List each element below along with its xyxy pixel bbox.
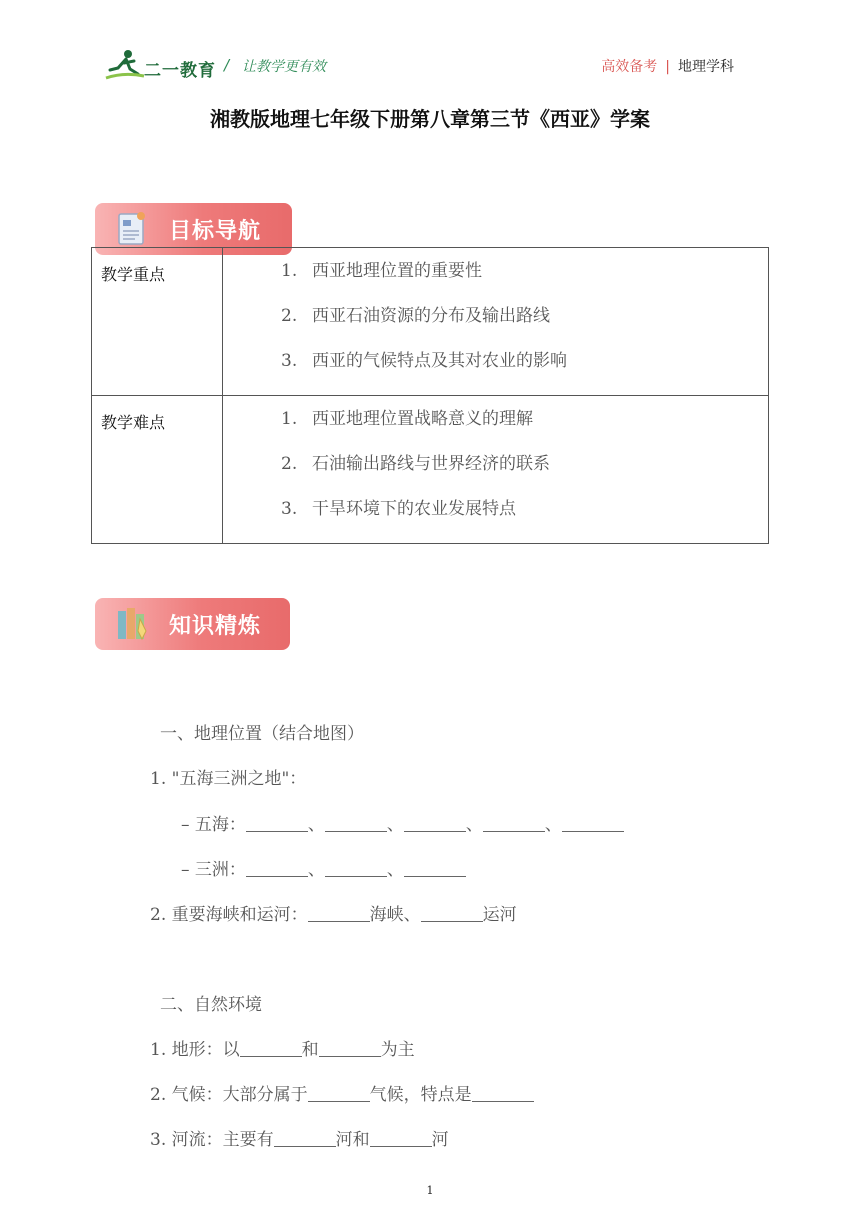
seas-label: – 五海： bbox=[181, 815, 246, 835]
item-text: 石油输出路线与世界经济的联系 bbox=[312, 454, 550, 474]
item-number: 1. bbox=[281, 261, 298, 281]
page-number: 1 bbox=[426, 1184, 434, 1197]
blank-field[interactable] bbox=[370, 1145, 432, 1147]
row-head-label: 教学重点 bbox=[101, 265, 166, 284]
item-number: 3. bbox=[281, 351, 298, 371]
item-text: 西亚的气候特点及其对农业的影响 bbox=[312, 351, 567, 371]
separator: 、 bbox=[307, 860, 325, 880]
blank-field[interactable] bbox=[421, 920, 483, 922]
terrain-mid: 和 bbox=[301, 1040, 319, 1060]
part1-heading: 一、地理位置（结合地图） bbox=[160, 724, 364, 744]
table-row-difficulties bbox=[92, 396, 769, 544]
list-item bbox=[223, 350, 768, 395]
row-head-cell bbox=[92, 248, 223, 396]
blank-field[interactable] bbox=[246, 875, 308, 877]
brand-slogan: 让教学更有效 bbox=[242, 59, 326, 75]
rivers-mid: 河和 bbox=[335, 1130, 370, 1150]
part2-heading: 二、自然环境 bbox=[160, 995, 262, 1015]
row-head-cell bbox=[92, 396, 223, 544]
blank-field[interactable] bbox=[308, 1100, 370, 1102]
list-item bbox=[223, 260, 768, 305]
blank-field[interactable] bbox=[308, 920, 370, 922]
terrain-line bbox=[150, 1035, 415, 1060]
straits-line bbox=[150, 900, 517, 925]
separator: 、 bbox=[307, 815, 325, 835]
blank-field[interactable] bbox=[246, 830, 308, 832]
row-body-cell bbox=[223, 396, 769, 544]
row-head-label: 教学难点 bbox=[101, 413, 166, 432]
list-item bbox=[223, 498, 768, 543]
item-number: 1. bbox=[281, 409, 298, 429]
separator: 、 bbox=[465, 815, 483, 835]
blank-field[interactable] bbox=[562, 830, 624, 832]
terrain-prefix: 1. 地形：以 bbox=[150, 1040, 240, 1060]
item-text: 西亚地理位置的重要性 bbox=[312, 261, 482, 281]
books-icon bbox=[115, 605, 149, 643]
list-item bbox=[223, 305, 768, 350]
blank-field[interactable] bbox=[483, 830, 545, 832]
item-text: 西亚地理位置战略意义的理解 bbox=[312, 409, 533, 429]
header-tag: 高效备考 bbox=[601, 59, 658, 75]
continents-line bbox=[181, 855, 466, 880]
runner-logo-icon bbox=[104, 48, 146, 82]
separator: 、 bbox=[386, 860, 404, 880]
header-right bbox=[601, 56, 734, 76]
blank-field[interactable] bbox=[472, 1100, 534, 1102]
section-badge-knowledge bbox=[95, 598, 290, 650]
climate-mid: 气候，特点是 bbox=[369, 1085, 472, 1105]
seas-line bbox=[181, 810, 624, 835]
straits-prefix: 2. 重要海峡和运河： bbox=[150, 905, 308, 925]
brand-logo bbox=[104, 48, 344, 82]
blank-field[interactable] bbox=[274, 1145, 336, 1147]
blank-field[interactable] bbox=[325, 875, 387, 877]
section-label-goals: 目标导航 bbox=[169, 219, 262, 244]
rivers-line bbox=[150, 1125, 449, 1150]
table-row-key-points bbox=[92, 248, 769, 396]
blank-field[interactable] bbox=[325, 830, 387, 832]
blank-field[interactable] bbox=[319, 1055, 381, 1057]
terrain-end: 为主 bbox=[380, 1040, 415, 1060]
blank-field[interactable] bbox=[404, 830, 466, 832]
straits-end: 运河 bbox=[482, 905, 517, 925]
climate-line bbox=[150, 1080, 534, 1105]
document-title: 湘教版地理七年级下册第八章第三节《西亚》学案 bbox=[210, 107, 650, 131]
separator: 、 bbox=[544, 815, 562, 835]
separator: 、 bbox=[386, 815, 404, 835]
goals-table bbox=[91, 247, 769, 544]
continents-label: – 三洲： bbox=[181, 860, 246, 880]
document-icon bbox=[115, 210, 149, 248]
list-item bbox=[223, 453, 768, 498]
blank-field[interactable] bbox=[404, 875, 466, 877]
rivers-prefix: 3. 河流：主要有 bbox=[150, 1130, 274, 1150]
blank-field[interactable] bbox=[240, 1055, 302, 1057]
straits-mid: 海峡、 bbox=[369, 905, 421, 925]
section-label-knowledge: 知识精炼 bbox=[169, 614, 262, 639]
item-text: 西亚石油资源的分布及输出路线 bbox=[312, 306, 550, 326]
item-number: 2. bbox=[281, 306, 298, 326]
brand-name: 二一教育 bbox=[144, 61, 216, 81]
header-subject: 地理学科 bbox=[678, 59, 734, 75]
brand-slash: / bbox=[224, 56, 230, 74]
header-separator: | bbox=[665, 59, 670, 75]
item-number: 2. bbox=[281, 454, 298, 474]
climate-prefix: 2. 气候：大部分属于 bbox=[150, 1085, 308, 1105]
item-text: 干旱环境下的农业发展特点 bbox=[312, 499, 516, 519]
list-item bbox=[223, 408, 768, 453]
rivers-end: 河 bbox=[431, 1130, 449, 1150]
row-body-cell bbox=[223, 248, 769, 396]
item-number: 3. bbox=[281, 499, 298, 519]
part1-item1: 1. "五海三洲之地"： bbox=[150, 769, 307, 789]
